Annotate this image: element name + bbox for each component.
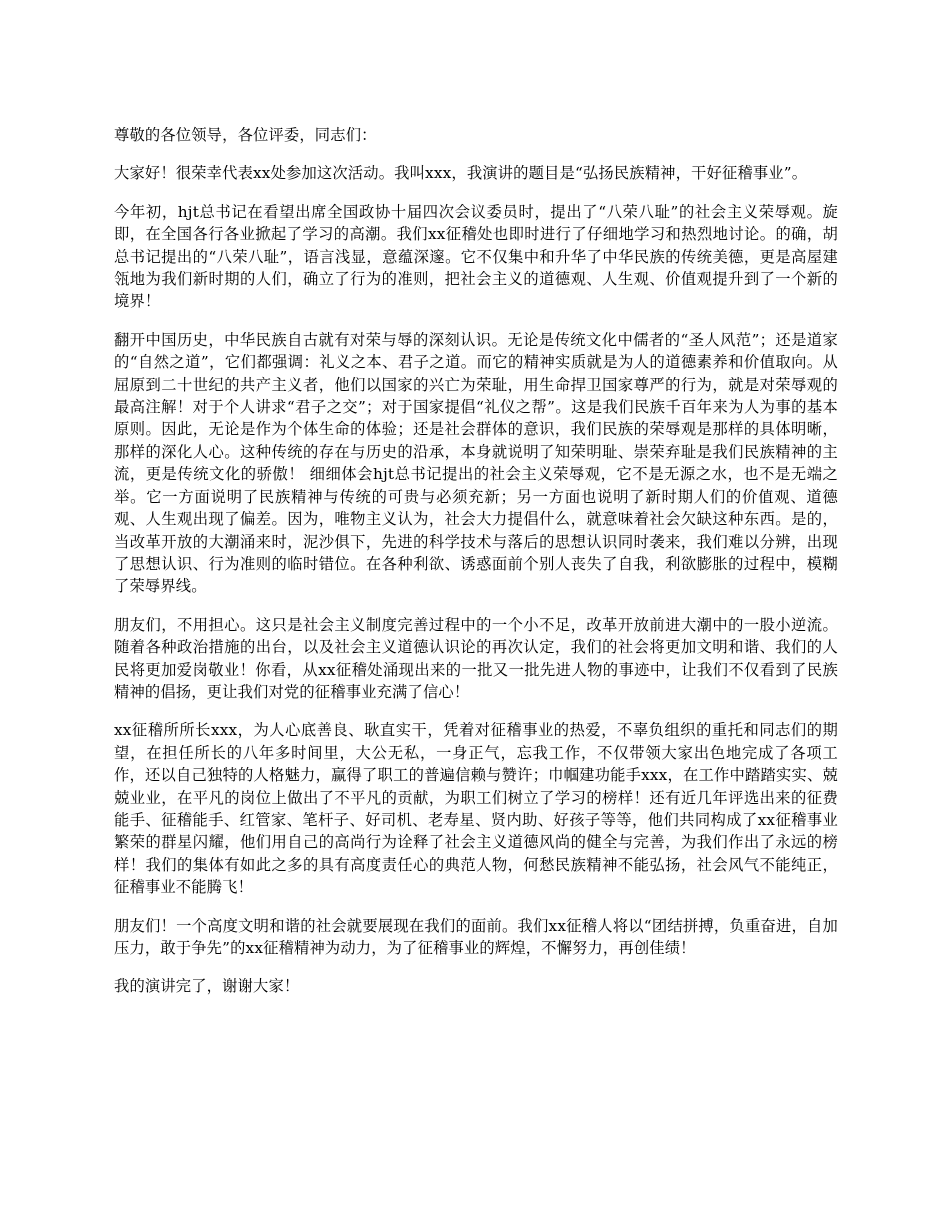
closing-paragraph: 我的演讲完了，谢谢大家！ (114, 977, 300, 996)
body-paragraph: xx征稽所所长xxx，为人心底善良、耿直实干，凭着对征稽事业的热爱，不辜负组织的重托和同志们的期望，在担任所长的八年多时间里，大公无私，一身正气，忘我工作，不仅带领大家出色地完成了各项工作，还以自己独特的人格魅力，赢得了职工的普遍信赖与赞许；巾帼建功能手xxx，在工作中踏踏实实、兢兢业业，在平凡的岗位上做出了不平凡的贡献，为职工们树立了学习的榜样！还有近几年评选出来的征费能手、征稽能手、红管家、笔杆子、好司机、老寿星、贤内助、好孩子等等，他们共同构成了xx征稽事业繁荣的群星闪耀，他们用自己的高尚行为诠释了社会主义道德风尚的健全与完善，为我们作出了永远的榜样！我们的集体有如此之多的具有高度责任心的典范人物，何愁民族精神不能弘扬，社会风气不能纯正，征稽事业不能腾飞！ (114, 721, 838, 897)
introduction-paragraph: 大家好！很荣幸代表xx处参加这次活动。我叫xxx，我演讲的题目是“弘扬民族精神，干好征稽事业”。 (114, 164, 808, 183)
body-paragraph: 朋友们！一个高度文明和谐的社会就要展现在我们的面前。我们xx征稽人将以“团结拼搏，负重奋进，自加压力，敢于争先”的xx征稽精神为动力，为了征稽事业的辉煌，不懈努力，再创佳绩！ (114, 916, 838, 957)
document-body (114, 124, 838, 1014)
body-paragraph: 朋友们，不用担心。这只是社会主义制度完善过程中的一个小不足，改革开放前进大潮中的一股小逆流。随着各种政治措施的出台，以及社会主义道德认识论的再次认定，我们的社会将更加文明和谐、我们的人民将更加爱岗敬业！你看，从xx征稽处涌现出来的一批又一批先进人物的事迹中，让我们不仅看到了民族精神的倡扬，更让我们对党的征稽事业充满了信心！ (114, 615, 838, 701)
body-paragraph: 翻开中国历史，中华民族自古就有对荣与辱的深刻认识。无论是传统文化中儒者的“圣人风范”；还是道家的“自然之道”，它们都强调：礼义之本、君子之道。而它的精神实质就是为人的道德素养和价值取向。从屈原到二十世纪的共产主义者，他们以国家的兴亡为荣耻，用生命捍卫国家尊严的行为，就是对荣辱观的最高注解！对于个人讲求“君子之交”；对于国家提倡“礼仪之帮”。这是我们民族千百年来为人为事的基本原则。因此，无论是作为个体生命的体验；还是社会群体的意识，我们民族的荣辱观是那样的具体明晰，那样的深化人心。这种传统的存在与历史的沿承，本身就说明了知荣明耻、崇荣弃耻是我们民族精神的主流，更是传统文化的骄傲！ 细细体会hjt总书记提出的社会主义荣辱观，它不是无源之水，也不是无端之举。它一方面说明了民族精神与传统的可贵与必须充新；另一方面也说明了新时期人们的价值观、道德观、人生观出现了偏差。因为，唯物主义认为，社会大力提倡什么，就意味着社会欠缺这种东西。是的，当改革开放的大潮涌来时，泥沙俱下，先进的科学技术与落后的思想认识同时袭来，我们难以分辨，出现了思想认识、行为准则的临时错位。在各种利欲、诱惑面前个别人丧失了自我，利欲膨胀的过程中，模糊了荣辱界线。 (114, 330, 838, 596)
salutation-paragraph: 尊敬的各位领导，各位评委，同志们： (114, 126, 377, 144)
body-paragraph: 今年初，hjt总书记在看望出席全国政协十届四次会议委员时，提出了“八荣八耻”的社会主义荣辱观。旋即，在全国各行各业掀起了学习的高潮。我们xx征稽处也即时进行了仔细地学习和热烈地讨论。的确，胡总书记提出的“八荣八耻”，语言浅显，意蕴深邃。它不仅集中和升华了中华民族的传统美德，更是高屋建瓴地为我们新时期的人们，确立了行为的准则，把社会主义的道德观、人生观、价值观提升到了一个新的境界！ (114, 202, 838, 311)
